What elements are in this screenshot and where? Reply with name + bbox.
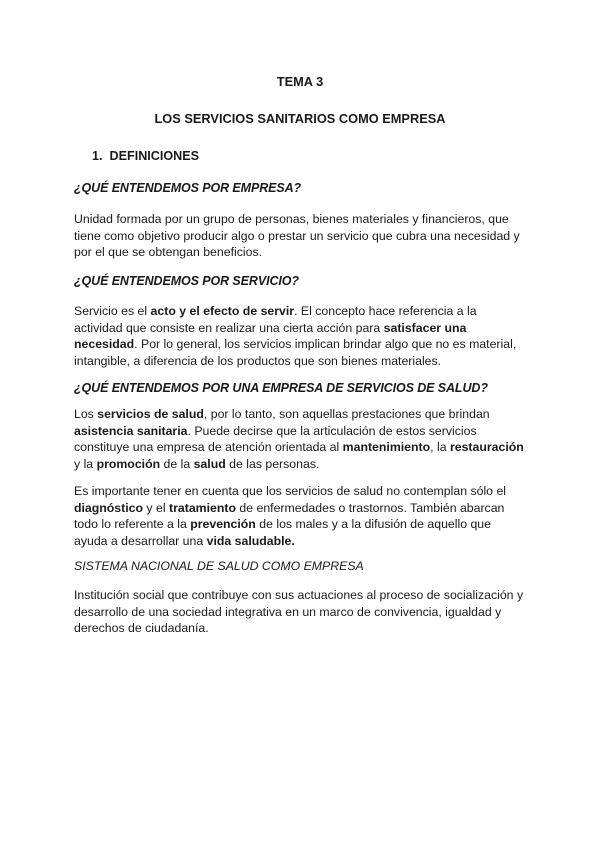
paragraph-importante: Es importante tener en cuenta que los servicios de salud no contemplan sólo el diagnóstico y el tratamiento de enfermedades o trastornos. También abarcan todo lo referente a la prevención de los males y a la difusión de aquello que ayuda a desarrollar una vida saludable. bbox=[74, 484, 507, 548]
section-heading-sistema-nacional: SISTEMA NACIONAL DE SALUD COMO EMPRESA bbox=[74, 559, 364, 573]
page-title: TEMA 3 bbox=[276, 74, 324, 89]
paragraph-servicio: Servicio es el acto y el efecto de servir. El concepto hace referencia a la actividad que consiste en realizar una cierta acción para satisfacer una necesidad. Por lo general, los servicios implican brindar algo que no es material, intangible, a diferencia de los productos que son bienes materiales. bbox=[74, 304, 517, 368]
document-subtitle: LOS SERVICIOS SANITARIOS COMO EMPRESA bbox=[154, 111, 446, 126]
question-heading-servicio: ¿QUÉ ENTENDEMOS POR SERVICIO? bbox=[74, 274, 299, 288]
paragraph-servicios-salud: Los servicios de salud, por lo tanto, son aquellas prestaciones que brindan asistencia sanitaria. Puede decirse que la articulación de estos servicios constituye una empresa de atención orientada al mantenimiento, la restauración y la promoción de la salud de las personas. bbox=[74, 407, 524, 471]
section-number: 1. bbox=[92, 149, 103, 163]
paragraph-sistema-nacional: Institución social que contribuye con sus actuaciones al proceso de socialización y desarrollo de una sociedad integrativa en un marco de convivencia, igualdad y derechos de ciudadanía. bbox=[74, 588, 524, 636]
paragraph-empresa: Unidad formada por un grupo de personas, bienes materiales y financieros, que tiene como objetivo producir algo o prestar un servicio que cubra una necesidad y por el que se obtengan beneficios. bbox=[74, 212, 520, 260]
section-label: DEFINICIONES bbox=[109, 149, 200, 163]
section-heading bbox=[92, 148, 542, 165]
question-heading-empresa-salud: ¿QUÉ ENTENDEMOS POR UNA EMPRESA DE SERVICIOS DE SALUD? bbox=[74, 381, 488, 395]
question-heading-empresa: ¿QUÉ ENTENDEMOS POR EMPRESA? bbox=[74, 181, 302, 195]
